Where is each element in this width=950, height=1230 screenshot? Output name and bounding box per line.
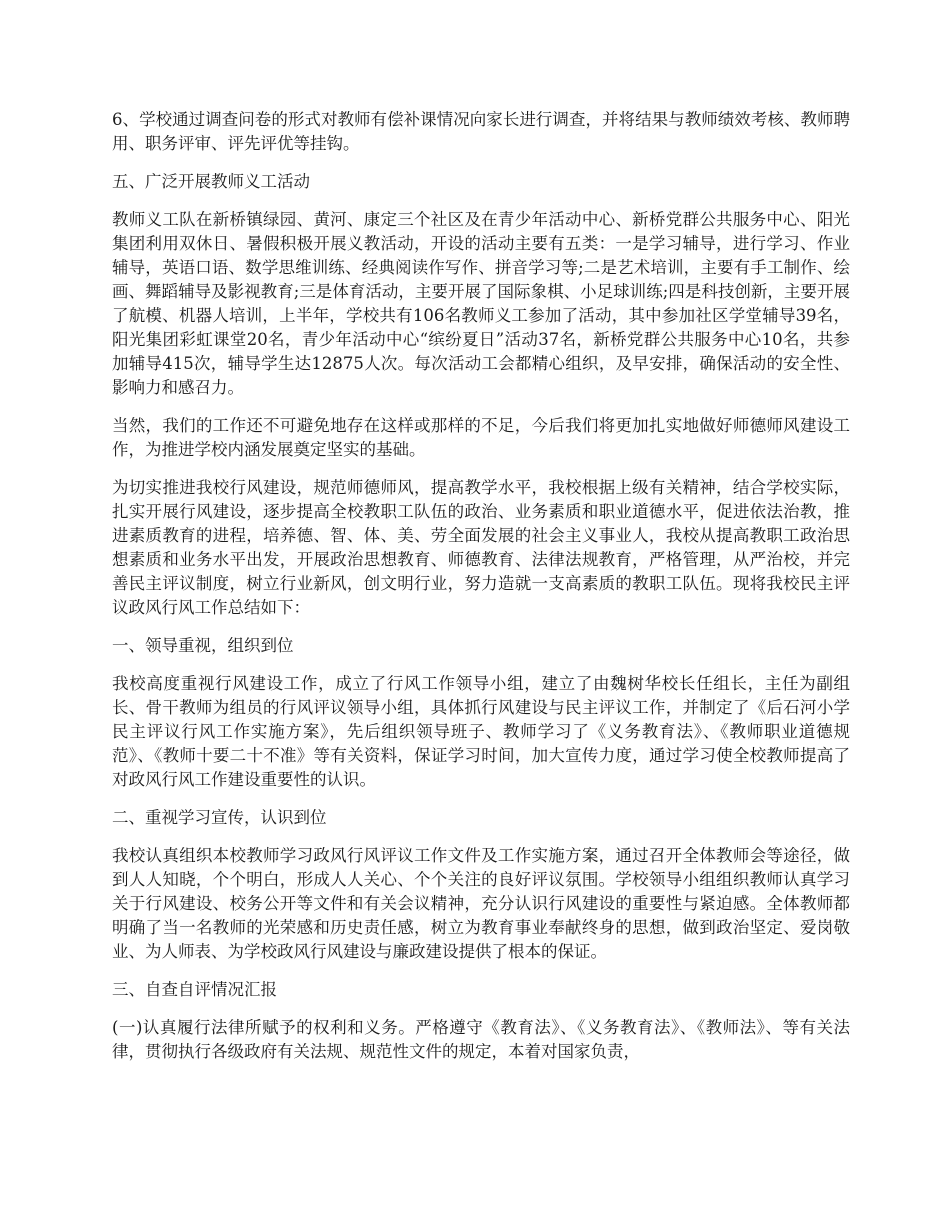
section-heading-3: 三、自查自评情况汇报 <box>112 980 277 999</box>
paragraph-conclusion: 当然，我们的工作还不可避免地存在这样或那样的不足，今后我们将更加扎实地做好师德师风建设工作，为推进学校内涵发展奠定坚实的基础。 <box>112 416 850 459</box>
document-page <box>112 108 850 1078</box>
paragraph-item-6: 6、学校通过调查问卷的形式对教师有偿补课情况向家长进行调查，并将结果与教师绩效考核、教师聘用、职务评审、评先评优等挂钩。 <box>112 110 850 153</box>
paragraph-volunteer: 教师义工队在新桥镇绿园、黄河、康定三个社区及在青少年活动中心、新桥党群公共服务中心、阳光集团利用双休日、暑假积极开展义教活动，开设的活动主要有五类：一是学习辅导，进行学习、作业辅导，英语口语、数学思维训练、经典阅读作写作、拼音学习等;二是艺术培训，主要有手工制作、绘画、舞蹈辅导及影视教育;三是体育活动，主要开展了国际象棋、小足球训练;四是科技创新，主要开展了航模、机器人培训，上半年，学校共有106名教师义工参加了活动，其中参加社区学堂辅导39名，阳光集团彩虹课堂20名，青少年活动中心“缤纷夏日”活动37名，新桥党群公共服务中心10名，共参加辅导415次，辅导学生达12875人次。每次活动工会都精心组织，及早安排，确保活动的安全性、影响力和感召力。 <box>112 210 850 397</box>
paragraph-self-check: (一)认真履行法律所赋予的权利和义务。严格遵守《教育法》、《义务教育法》、《教师法》、等有关法律，贯彻执行各级政府有关法规、规范性文件的规定，本着对国家负责， <box>112 1018 850 1061</box>
paragraph-leadership: 我校高度重视行风建设工作，成立了行风工作领导小组，建立了由魏树华校长任组长，主任为副组长、骨干教师为组员的行风评议领导小组，具体抓行风建设与民主评议工作，并制定了《后石河小学民主评议行风工作实施方案》，先后组织领导班子、教师学习了《义务教育法》、《教师职业道德规范》、《教师十要二十不准》等有关资料，保证学习时间，加大宣传力度，通过学习使全校教师提高了对政风行风工作建设重要性的认识。 <box>112 674 850 789</box>
section-heading-5: 五、广泛开展教师义工活动 <box>112 172 310 191</box>
section-heading-1: 一、领导重视，组织到位 <box>112 636 294 655</box>
paragraph-intro: 为切实推进我校行风建设，规范师德师风，提高教学水平，我校根据上级有关精神，结合学校实际，扎实开展行风建设，逐步提高全校教职工队伍的政治、业务素质和职业道德水平，促进依法治教，推进素质教育的进程，培养德、智、体、美、劳全面发展的社会主义事业人，我校从提高教职工政治思想素质和业务水平出发，开展政治思想教育、师德教育、法律法规教育，严格管理，从严治校，并完善民主评议制度，树立行业新风，创文明行业，努力造就一支高素质的教职工队伍。现将我校民主评议政风行风工作总结如下： <box>112 478 850 617</box>
paragraph-study: 我校认真组织本校教师学习政风行风评议工作文件及工作实施方案，通过召开全体教师会等途径，做到人人知晓，个个明白，形成人人关心、个个关注的良好评议氛围。学校领导小组组织教师认真学习关于行风建设、校务公开等文件和有关会议精神，充分认识行风建设的重要性与紧迫感。全体教师都明确了当一名教师的光荣感和历史责任感，树立为教育事业奉献终身的思想，做到政治坚定、爱岗敬业、为人师表、为学校政风行风建设与廉政建设提供了根本的保证。 <box>112 846 850 961</box>
section-heading-2: 二、重视学习宣传，认识到位 <box>112 808 327 827</box>
